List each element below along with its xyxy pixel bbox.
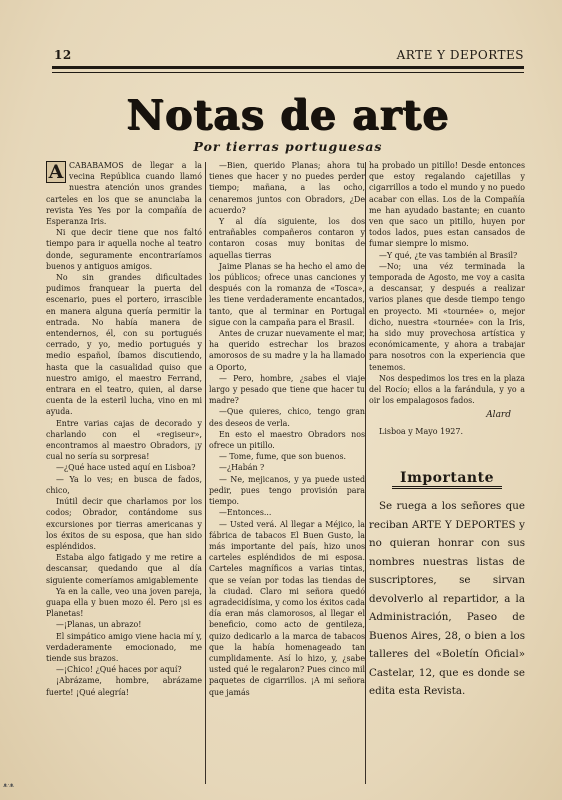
page-number: 12 xyxy=(54,48,72,62)
paragraph: ¡Abrázame, hombre, abrázame fuerte! ¡Qué alegría! xyxy=(46,676,202,697)
paragraph: —Bien, querido Planas; ahora tu tienes que hacer y no puedes perder tiempo; mañana, a las ocho, cenaremos juntos con Obradors, ¿De acuerdo? xyxy=(209,161,365,215)
paragraph: A CABABAMOS de llegar a la vecina República cuando llamó nuestra atención unos grandes carteles en los que se anunciaba la revista Yes Yes por la compañía de Esperanza Iris. xyxy=(46,161,202,227)
paragraph: Inútil decir que charlamos por los codos; Obrador, contándome sus excursiones por tierras americanas y los éxitos de su esposa, que han sido espléndidos. xyxy=(46,497,202,551)
notice-title-rule xyxy=(392,486,502,489)
paragraph: —¡Planas, un abrazo! xyxy=(56,620,142,630)
paragraph: Jaime Planas se ha hecho el amo de los públicos; ofrece unas canciones y después con la romanza de «Tosca», les tiene verdaderamente encantados, tanto, que al terminar en Portugal sigue con la campaña para el Brasil. xyxy=(209,261,365,327)
print-mark: ᴥ·ᴥ xyxy=(3,782,14,789)
paragraph: Ya en la calle, veo una joven pareja, guapa ella y buen mozo él. Pero ¡si es Planetas! xyxy=(46,586,202,619)
paragraph: ha probado un pitillo! Desde entonces que estoy regalando cajetillas y cigarrillos a todo el mundo y no puedo acabar con ellas. Los de la Compañía me han ayudado bastante; en cuanto ven que saco un pitillo, huyen por todos lados, pues estan cansados de fumar siempre lo mismo. xyxy=(369,161,525,249)
paragraph: Ni que decir tiene que nos faltó tiempo para ir aquella noche al teatro donde, seguramente encontraríamos buenos y antiguos amigos. xyxy=(46,228,202,271)
paragraph: — Ne, mejicanos, y ya puede usted pedir, pues tengo provisión para tiempo. xyxy=(209,474,365,507)
article-column-1 xyxy=(46,160,202,698)
drop-cap: A xyxy=(46,161,66,183)
running-header xyxy=(52,48,524,66)
paragraph: —Que quieres, chico, tengo gran des deseos de verla. xyxy=(209,407,365,428)
dateline: Lisboa y Mayo 1927. xyxy=(379,426,464,436)
paragraph: — Pero, hombre, ¿sabes el viaje largo y pesado que tiene que hacer tu madre? xyxy=(209,373,365,406)
article-column-2 xyxy=(209,160,365,698)
paragraph: —No; una véz terminada la temporada de Agosto, me voy a casita a descansar, y después a realizar varios planes que desde tiempo tengo en proyecto. Mi «tournée» o, mejor dicho, nuestra «tournée» con la Iris, ha sido muy provechosa artística y económicamente, y ahora a trabajar para nosotros con la experiencia que tenemos. xyxy=(369,261,525,372)
paragraph: Antes de cruzar nuevamente el mar, ha querido estrechar los brazos amorosos de su madre y la ha llamado a Oporto, xyxy=(209,329,365,372)
notice-title: Importante xyxy=(400,469,494,486)
paragraph: Nos despedimos los tres en la plaza del Rocío; ellos a la farándula, y yo a oir los empalagosos fados. xyxy=(369,373,525,406)
article-subtitle: Por tierras portuguesas xyxy=(193,139,383,154)
paragraph: —¿Qué hace usted aquí en Lisboa? xyxy=(56,463,196,473)
column-divider xyxy=(365,162,366,784)
paragraph: — Tome, fume, que son buenos. xyxy=(219,452,347,462)
paragraph: —¿Habán ? xyxy=(219,463,265,473)
paragraph: El simpático amigo viene hacia mí y, verdaderamente emocionado, me tiende sus brazos. xyxy=(46,631,202,663)
paragraph: —Entonces... xyxy=(219,508,272,518)
paragraph: —¡Chico! ¿Qué haces por aquí? xyxy=(56,665,182,675)
paragraph: Estaba algo fatigado y me retire a descansar, quedando que al día siguiente comeríamos amigablemente xyxy=(46,553,202,585)
paragraph: — Ya lo ves; en busca de fados, chico, xyxy=(46,474,202,495)
author-signature: Alard xyxy=(486,410,511,421)
paragraph: Entre varias cajas de decorado y charlando con el «regiseur», encontramos al maestro Obradors, ¡y cual no sería su sorpresa! xyxy=(46,418,202,462)
paragraph: En esto el maestro Obradors nos ofrece un pitillo. xyxy=(209,429,365,451)
magazine-name: ARTE Y DEPORTES xyxy=(396,48,524,62)
article-title: Notas de arte xyxy=(126,91,450,139)
paragraph: —Y qué, ¿te vas también al Brasil? xyxy=(379,250,518,260)
paragraph: Y al día siguiente, los dos entrañables compañeros contaron y contaron cosas muy bonitas de aquellas tierras xyxy=(209,217,365,260)
article-column-3 xyxy=(369,160,525,701)
column-divider xyxy=(205,162,206,784)
paragraph: No sin grandes dificultades pudimos franquear la puerta del escenario, pues el portero, irrascible en manera alguna quería permitir la entrada. No había manera de entendernos, él, con su portugués cerrado, y yo, medio portugués y medio español, íbamos discutiendo, hasta que la casualidad quiso que nuestro amigo, el maestro Ferrand, entrara en el teatro, quien, al darse cuenta de la esteril lucha, vino en mi ayuda. xyxy=(46,273,202,417)
header-rule xyxy=(52,66,524,73)
notice-text: Se ruega a los señores que reciban ARTE Y DEPORTES y no quieran honrar con sus nombres nuestras listas de suscriptores, se sirvan devolverlo al repartidor, a la Administración, Paseo de Buenos Aires, 28, o bien a los talleres del «Boletín Oficial» Castelar, 12, que es donde se edita esta Revista. xyxy=(369,500,525,698)
paragraph: — Usted verá. Al llegar a Méjico, la fábrica de tabacos El Buen Gusto, la más importante del país, hizo unos carteles espléndidos de mi esposa. Carteles magníficos a varias tintas, que se veían por todas las tiendas de la ciudad. Claro mi señora quedó agradecidísima, y como los éxitos cada día eran más clamorosos, al llegar el beneficio, como acto de gentileza, quizo dedicarlo a la marca de tabacos que la había homenageado tan cumplidamente. Así lo hizo, y, ¿sabe usted qué le regalaron? Pues cinco mil paquetes de cigarrillos. ¡A mi señora que jamás xyxy=(209,519,365,697)
